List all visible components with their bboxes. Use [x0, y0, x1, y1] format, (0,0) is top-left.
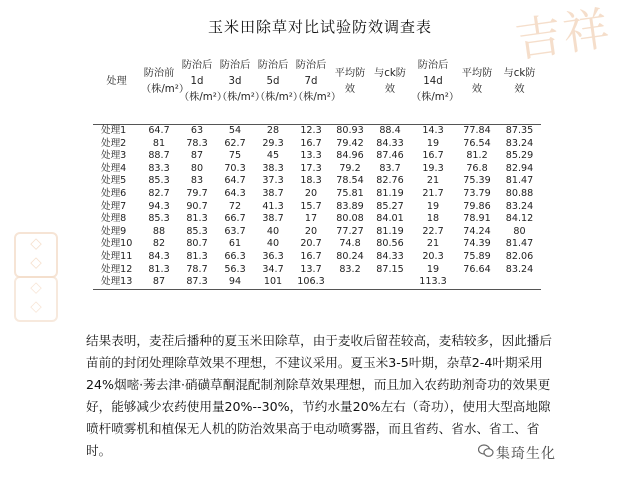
- table-title: 玉米田除草对比试验防效调查表: [207, 18, 432, 36]
- table-cell: 38.7: [262, 213, 284, 225]
- row-label: 处理7: [101, 200, 127, 212]
- table-cell: 80.93: [336, 125, 364, 136]
- table-cell: 74.8: [339, 238, 361, 250]
- row-label: 处理1: [101, 125, 127, 136]
- table-cell: 80: [190, 162, 204, 174]
- table-cell: 87.35: [505, 125, 534, 136]
- table-cell: 15.7: [300, 200, 322, 212]
- column-header: 平均防效: [456, 40, 498, 125]
- table-header-row: [93, 40, 541, 125]
- table-cell: 75.89: [463, 250, 491, 262]
- table-cell: 29.3: [262, 137, 284, 149]
- table-cell: 81.47: [505, 175, 534, 187]
- table-cell: 66.7: [224, 213, 246, 225]
- table-cell: 82.7: [148, 187, 170, 199]
- row-label: 处理13: [93, 276, 140, 289]
- table-cell: 22.7: [422, 225, 444, 237]
- table-cell: 81.47: [505, 238, 534, 250]
- table-cell: 83.7: [379, 162, 401, 174]
- column-header: 防治前（株/m²）: [140, 40, 178, 125]
- table-cell: 12.3: [300, 125, 322, 136]
- table-cell: 16.7: [300, 137, 322, 149]
- column-header: 防治后14d（株/m²）: [410, 40, 456, 125]
- table-cell: 80.88: [505, 187, 534, 199]
- column-header: 防治后7d（株/m²）: [292, 40, 330, 125]
- table-cell: 82.06: [505, 250, 534, 262]
- table-cell: 76.8: [466, 162, 488, 174]
- table-row: [93, 138, 541, 151]
- table-cell: 62.7: [224, 137, 246, 149]
- table-cell: 81.3: [148, 263, 170, 275]
- table-row: [93, 238, 541, 251]
- table-cell: 84.3: [148, 250, 170, 262]
- row-label: 处理8: [101, 213, 127, 225]
- table-cell: 16.7: [300, 250, 322, 262]
- table-cell: 63: [190, 125, 204, 136]
- table-cell: [456, 276, 498, 289]
- table-cell: 61: [228, 238, 242, 250]
- table-cell: 18: [426, 213, 440, 225]
- table-cell: 84.33: [376, 250, 404, 262]
- row-label: 处理4: [101, 162, 127, 174]
- conclusion-text: 结果表明，麦茬后播种的夏玉米田除草，由于麦收后留茬较高，麦秸较多，因此播后苗前的封闭处理除草效果不理想，不建议采用。夏玉米3-5叶期，杂草2-4叶期采用24%烟嘧·莠去津·硝磺草酮混配制剂除草效果理想，而且加入农药助剂奇功的效果更好，能够减少农药使用量20%--30%，节约水量20%左右（奇功），使用大型高地隙喷杆喷雾机和植保无人机的防治效果高于电动喷雾器，而且省药、省水、省工、省时。: [86, 333, 552, 458]
- table-cell: 64.3: [224, 187, 246, 199]
- table-cell: 82: [152, 238, 166, 250]
- table-cell: 83.3: [148, 162, 170, 174]
- table-cell: 38.7: [262, 187, 284, 199]
- table-cell: 79.2: [339, 162, 361, 174]
- table-cell: 40: [266, 225, 280, 237]
- row-label: 处理12: [101, 263, 133, 275]
- table-cell: 87.46: [376, 150, 404, 162]
- table-cell: 78.7: [186, 263, 208, 275]
- table-cell: 75.81: [336, 187, 364, 199]
- table-cell: 78.91: [463, 213, 491, 225]
- table-cell: 88: [152, 225, 166, 237]
- table-cell: 73.79: [463, 187, 491, 199]
- row-label: 处理6: [101, 187, 127, 199]
- table-cell: 94.3: [148, 200, 170, 212]
- column-header: 平均防效: [330, 40, 370, 125]
- table-cell: 83.24: [505, 263, 534, 275]
- table-row: [93, 150, 541, 163]
- table-cell: 90.7: [186, 200, 208, 212]
- table-cell: 14.3: [422, 125, 444, 136]
- table-cell: 77.84: [463, 125, 491, 136]
- table-cell: 80.24: [336, 250, 364, 262]
- table-cell: 13.3: [300, 150, 322, 162]
- table-cell: 81.19: [376, 187, 404, 199]
- table-cell: 87: [140, 276, 178, 289]
- table-cell: 56.3: [224, 263, 246, 275]
- watermark: 集琦生化: [496, 446, 556, 462]
- table-cell: 78.54: [336, 175, 364, 187]
- table-cell: 85.29: [505, 150, 534, 162]
- column-header: 处理: [93, 40, 140, 125]
- table-cell: 85.3: [186, 225, 208, 237]
- decorative-seal-top: 吉祥: [511, 0, 615, 68]
- table-cell: 19.3: [422, 162, 444, 174]
- table-cell: 82.94: [505, 162, 534, 174]
- table-cell: 84.96: [336, 150, 364, 162]
- table-row: [93, 213, 541, 226]
- row-label: 处理2: [101, 137, 127, 149]
- table-cell: 76.54: [463, 137, 491, 149]
- table-cell: 40: [266, 238, 280, 250]
- table-cell: 41.3: [262, 200, 284, 212]
- table-cell: 80.08: [336, 213, 364, 225]
- table-cell: 72: [228, 200, 242, 212]
- table-cell: 74.24: [463, 225, 491, 237]
- table-cell: 64.7: [148, 125, 170, 136]
- table-cell: 101: [254, 276, 292, 289]
- table-cell: 74.39: [463, 238, 491, 250]
- decorative-seal-left-2: ◇ ◇: [14, 276, 58, 322]
- table-cell: 77.27: [336, 225, 364, 237]
- table-cell: [330, 276, 370, 289]
- table-cell: 66.3: [224, 250, 246, 262]
- row-label: 处理11: [101, 250, 133, 262]
- table-cell: 79.86: [463, 200, 491, 212]
- column-header: 与ck防效: [370, 40, 410, 125]
- table-row: [93, 226, 541, 239]
- table-cell: 81.3: [186, 213, 208, 225]
- row-label: 处理5: [101, 175, 127, 187]
- table-cell: 81.3: [186, 250, 208, 262]
- table-cell: 17.3: [300, 162, 322, 174]
- table-cell: 36.3: [262, 250, 284, 262]
- table-cell: 85.27: [376, 200, 404, 212]
- table-cell: 21.7: [422, 187, 444, 199]
- table-cell: 84.12: [505, 213, 534, 225]
- table-cell: 17: [304, 213, 318, 225]
- table-cell: 70.3: [224, 162, 246, 174]
- table-cell: 19: [426, 263, 440, 275]
- table-cell: 21: [426, 175, 440, 187]
- table-row: [93, 188, 541, 201]
- table-cell: 20: [304, 187, 318, 199]
- table-row: [93, 163, 541, 176]
- table-cell: 81: [152, 137, 166, 149]
- table-cell: 83.24: [505, 137, 534, 149]
- wechat-icon: [478, 444, 494, 458]
- column-header: 与ck防效: [498, 40, 541, 125]
- table-cell: 83.2: [339, 263, 361, 275]
- table-cell: 88.7: [148, 150, 170, 162]
- table-cell: 64.7: [224, 175, 246, 187]
- table-cell: [498, 276, 541, 289]
- table-cell: 94: [216, 276, 254, 289]
- efficacy-table: [93, 40, 541, 290]
- table-cell: 106.3: [292, 276, 330, 289]
- table-cell: 80.7: [186, 238, 208, 250]
- table-cell: 82.76: [376, 175, 404, 187]
- table-row: [93, 125, 541, 138]
- table-cell: 88.4: [379, 125, 401, 136]
- table-cell: 81.19: [376, 225, 404, 237]
- table-cell: 85.3: [148, 175, 170, 187]
- table-cell: 113.3: [410, 276, 456, 289]
- table-row: [93, 201, 541, 214]
- table-cell: 83.24: [505, 200, 534, 212]
- table-cell: 20.7: [300, 238, 322, 250]
- table-cell: 79.7: [186, 187, 208, 199]
- table-cell: 81.2: [466, 150, 488, 162]
- table-cell: 37.3: [262, 175, 284, 187]
- table-cell: 20.3: [422, 250, 444, 262]
- table-cell: 79.42: [336, 137, 364, 149]
- table-cell: 87: [190, 150, 204, 162]
- row-label: 处理10: [101, 238, 133, 250]
- decorative-seal-left-1: ◇ ◇: [14, 232, 58, 278]
- table-cell: 80: [513, 225, 526, 237]
- table-cell: [370, 276, 410, 289]
- table-row: [93, 251, 541, 264]
- table-cell: 20: [304, 225, 318, 237]
- table-cell: 75.39: [463, 175, 491, 187]
- table-cell: 87.15: [376, 263, 404, 275]
- table-cell: 34.7: [262, 263, 284, 275]
- table-cell: 80.56: [376, 238, 404, 250]
- table-cell: 85.3: [148, 213, 170, 225]
- table-cell: 38.3: [262, 162, 284, 174]
- table-cell: 76.64: [463, 263, 491, 275]
- table-body: [93, 125, 541, 290]
- table-cell: 45: [266, 150, 280, 162]
- table-cell: 83: [190, 175, 204, 187]
- table-cell: 75: [228, 150, 242, 162]
- table-cell: 18.3: [300, 175, 322, 187]
- table-cell: 87.3: [178, 276, 216, 289]
- table-row: [93, 276, 541, 289]
- table-cell: 84.01: [376, 213, 404, 225]
- table-cell: 78.3: [186, 137, 208, 149]
- table-cell: 63.7: [224, 225, 246, 237]
- table-row: [93, 264, 541, 277]
- row-label: 处理9: [101, 225, 127, 237]
- table-cell: 83.89: [336, 200, 364, 212]
- column-header: 防治后3d（株/m²）: [216, 40, 254, 125]
- table-cell: 16.7: [422, 150, 444, 162]
- table-cell: 28: [266, 125, 280, 136]
- table-cell: 54: [228, 125, 242, 136]
- column-header: 防治后5d（株/m²）: [254, 40, 292, 125]
- table-cell: 21: [426, 238, 440, 250]
- row-label: 处理3: [101, 150, 127, 162]
- table-cell: 84.33: [376, 137, 404, 149]
- table-cell: 13.7: [300, 263, 322, 275]
- table-cell: 19: [426, 200, 440, 212]
- column-header: 防治后1d（株/m²）: [178, 40, 216, 125]
- table-row: [93, 175, 541, 188]
- table-cell: 19: [426, 137, 440, 149]
